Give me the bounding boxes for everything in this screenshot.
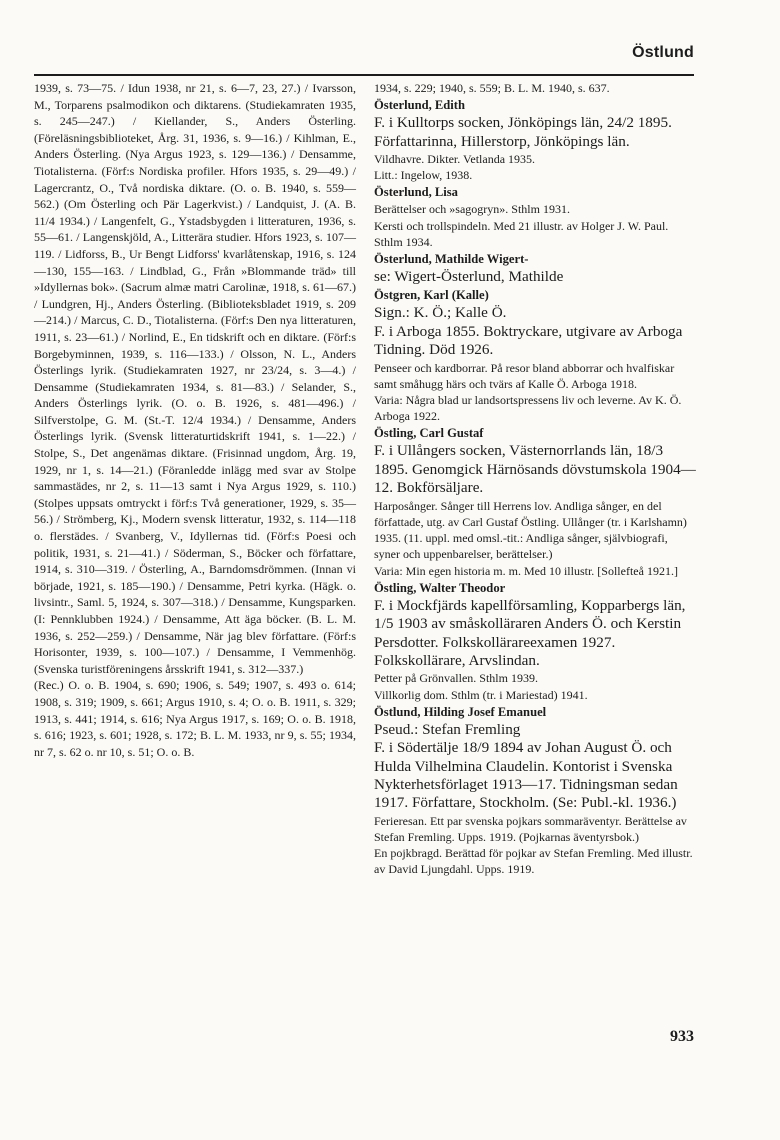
entry-work: Ferieresan. Ett par svenska pojkars sommaräventyr. Berättelse av Stefan Fremling. Upps. 1919. (Pojkarnas äventyrsbok.)	[374, 813, 687, 844]
entry-work: Varia: Några blad ur landsortspressens liv och leverne. Av K. Ö. Arboga 1922.	[374, 393, 682, 424]
entry-work: Penseer och kardborrar. På resor bland abborrar och hvalfiskar samt småhugg härs och tvärs af Kalle Ö. Arboga 1918.	[374, 360, 675, 391]
entry-work: Petter på Grönvallen. Sthlm 1939.	[374, 671, 538, 686]
page-number: 933	[670, 1028, 694, 1045]
entry-ostling-walter	[374, 579, 696, 703]
entry-ostlund-hilding	[374, 703, 696, 878]
running-head: Östlund	[632, 44, 694, 61]
entry-work: Kersti och trollspindeln. Med 21 illustr. av Holger J. W. Paul. Sthlm 1934.	[374, 218, 669, 249]
entry-work: Vildhavre. Dikter. Vetlanda 1935.	[374, 152, 536, 167]
entry-ostgren-karl	[374, 286, 696, 424]
entry-bio: F. i Södertälje 18/9 1894 av Johan August Ö. och Hulda Vilhelmina Claudelin. Kontorist i Svenska Nykterhetsförlaget 1913—17. Tidningsman sedan 1917. Författare, Stockholm. (Se: Publ.-kl. 1936.)	[374, 739, 678, 812]
entry-bio: F. i Mockfjärds kapellförsamling, Kopparbergs län, 1/5 1903 av småskolläraren Anders Ö. och Kerstin Persdotter. Folkskollärareexamen 1927. Folkskollärare, Arvslindan.	[374, 596, 686, 669]
entry-bio: F. i Kulltorps socken, Jönköpings län, 24/2 1895. Författarinna, Hillerstorp, Jönköpings län.	[374, 114, 672, 150]
entry-work: Berättelser och »sagogryn». Sthlm 1931.	[374, 202, 570, 217]
entry-bio: F. i Arboga 1855. Boktryckare, utgivare av Arboga Tidning. Död 1926.	[374, 322, 683, 359]
entry-work: Varia: Min egen historia m. m. Med 10 illustr. [Sollefteå 1921.]	[374, 563, 678, 578]
entry-heading: Östling, Carl Gustaf	[374, 426, 484, 441]
entry-heading: Österlund, Edith	[374, 98, 465, 113]
entry-ostling-carl	[374, 424, 696, 578]
entry-pseudonym: Pseud.: Stefan Fremling	[374, 720, 521, 738]
entry-work: Harposånger. Sånger till Herrens lov. Andliga sånger, en del författade, utg. av Carl Gustaf Östling. Ullånger (tr. i Karlshamn) 1935. (11. uppl. med omsl.-tit.: Andliga sånger, självbiografi, syner och uppenbarelser, berättelser.)	[374, 498, 687, 562]
header-rule	[34, 74, 694, 76]
entry-osterlund-lisa	[374, 183, 696, 250]
bibliography-paragraph: 1939, s. 73—75. / Idun 1938, nr 21, s. 6—7, 23, 27.) / Ivarsson, M., Torparens psalmodikon och diktarens. (Studiekamraten 1935, s. 245—247.) / Kiellander, S., Anders Österling. (Föreläsningsbiblioteket, Årg. 31, 1936, s. 9—16.) / Kihlman, E., Anders Österling. (Nya Argus 1923, s. 129—136.) / Densamme, Tiotalisterna. (Förf:s Nordiska profiler. Hfors 1935, s. 29—49.) / Lagercrantz, O., Två nordiska diktare. (O. o. B. 1940, s. 559—562.) (Om Österling och Pär Lagerkvist.) / Landquist, J. (A. B. 11/4 1934.) / Langenfelt, G., Ystadsbygden i litteraturen, 1936, s. 55—61. / Langenskjöld, A., Litterära studier. Hfors 1923, s. 107—119. / Lidforss, B., Ur Bengt Lidforss' kvarlåtenskap, 1916, s. 124—130, 155—163. / Lindblad, G., Från »Blommande träd» till »Idyllernas bok». (Sacrum almæ matri Carolinæ, 1918, s. 61—67.) / Lundgren, Hj., Anders Österling. (Biblioteksbladet 1919, s. 209—214.) / Marcus, C. D., Tiotalisterna. (Förf:s Den nya litteraturen, 1911, s. 23—61.) / Norlind, E., En tidskrift och en diktare. (Förf:s Borgebyminnen, 1939, s. 116—133.) / Olsson, N. L., Anders Österlings lyrik. (Studiekamraten 1927, nr 23/24, s. 3—4.) / Densamme (Studiekamraten 1934, s. 81—83.) / Selander, S., Anders Österlings lyrik. (O. o. B. 1926, s. 481—496.) / Silfverstolpe, G. M. (St.-T. 12/4 1934.) / Densamme, Anders Österlings lyrik. (Svensk litteraturtidskrift 1941, s. 1—22.) / Stolpe, S., Det angenämas diktare. (Frisinnad ungdom, Årg. 19, 1929, nr 1, s. 14—21.) (Föranledde inlägg med svar av Stolpe sammastädes, nr 2, s. 11—13 samt i Nya Argus 1929, s. 110.) (Stolpes uppsats omtryckt i förf:s Två generationer, 1929, s. 35—56.) / Strömberg, Kj., Modern svensk litteratur, 1932, s. 114—118 o. flerstädes. / Svanberg, V., Idyllernas tid. (Förf:s Poesi och politik, 1931, s. 21—41.) / Söderman, S., Böcker och författare, 1914, s. 310—319. / Österling, A., Barndomsdrömmen. (Innan vi började, 1921, s. 185—190.) / Densamme, Petri kyrka. (Hägk. o. livsintr., Saml. 5, 1924, s. 307—318.) / Densamme, Kungsparken. (I: Pennklubben 1924.) / Densamme, Att äga böcker. (B. L. M. 1936, s. 252—259.) / Densamme, När jag blev författare. (Förf:s Horisonter, 1939, s. 100—107.) / Densamme, I Vemmenhög. (Svenska turistföreningens årsskrift 1941, s. 312—337.)	[34, 81, 356, 676]
entry-heading: Österlund, Mathilde Wigert-	[374, 252, 529, 267]
reviews-paragraph: (Rec.) O. o. B. 1904, s. 690; 1906, s. 549; 1907, s. 493 o. 614; 1908, s. 319; 1909, s. 661; Argus 1910, s. 4; O. o. B. 1911, s. 329; 1913, s. 441; 1914, s. 616; Nya Argus 1917, s. 169; O. o. B. 1918, s. 616; 1923, s. 601; 1928, s. 172; B. L. M. 1933, nr 9, s. 55; 1934, nr 7, s. 62 o. nr 10, s. 51; O. o. B.	[34, 678, 356, 759]
right-column	[374, 80, 696, 878]
entry-heading: Österlund, Lisa	[374, 185, 458, 200]
entry-bio: F. i Ullångers socken, Västernorrlands län, 18/3 1895. Genomgick Härnösands dövstumskola 1904—12. Bokförsäljare.	[374, 442, 696, 497]
left-column	[34, 80, 356, 760]
entry-osterlund-edith	[374, 96, 696, 183]
entry-work: En pojkbragd. Berättad för pojkar av Stefan Fremling. Med illustr. av David Ljungdahl. Upps. 1919.	[374, 846, 693, 877]
entry-see-reference: se: Wigert-Österlund, Mathilde	[374, 268, 564, 286]
continuation-text: 1934, s. 229; 1940, s. 559; B. L. M. 1940, s. 637.	[374, 81, 610, 95]
entry-work: Litt.: Ingelow, 1938.	[374, 168, 473, 183]
entry-heading: Östlund, Hilding Josef Emanuel	[374, 704, 547, 719]
entry-heading: Östling, Walter Theodor	[374, 580, 506, 595]
entry-osterlund-mathilde	[374, 250, 696, 286]
entry-heading: Östgren, Karl (Kalle)	[374, 288, 489, 303]
entry-signature: Sign.: K. Ö.; Kalle Ö.	[374, 304, 507, 322]
entry-work: Villkorlig dom. Sthlm (tr. i Mariestad) 1941.	[374, 687, 588, 702]
